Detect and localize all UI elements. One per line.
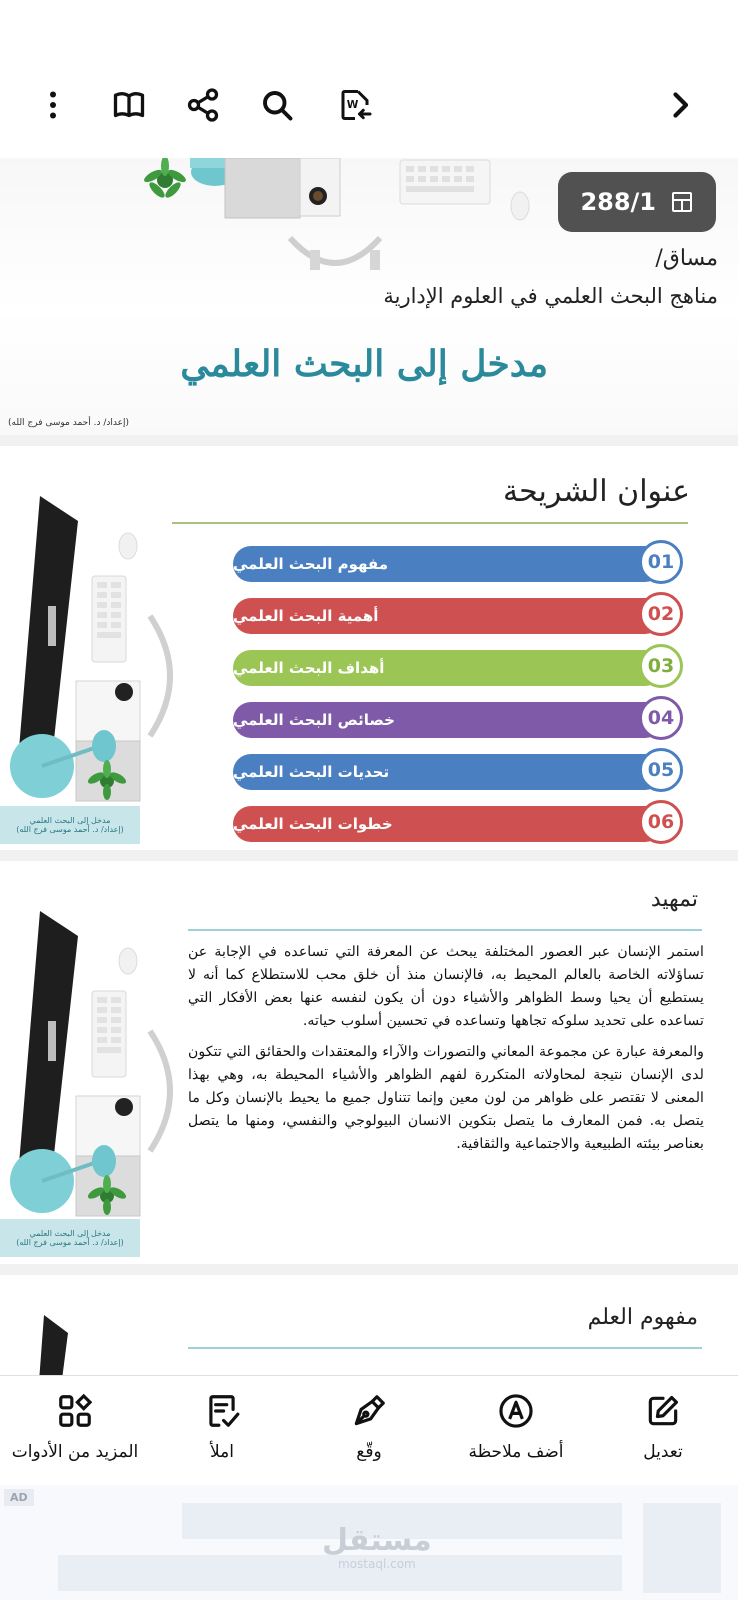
share-button[interactable] xyxy=(178,80,228,130)
agenda-number: 02 xyxy=(639,592,683,636)
slide-1-title: مدخل إلى البحث العلمي xyxy=(180,343,548,385)
document-viewer[interactable] xyxy=(0,158,738,1375)
fill-form-icon xyxy=(203,1392,241,1430)
more-options-button[interactable] xyxy=(28,80,78,130)
slide-4-divider xyxy=(188,1347,702,1349)
add-note-button[interactable] xyxy=(441,1392,591,1462)
sign-button[interactable] xyxy=(294,1392,444,1462)
ad-placeholder-block xyxy=(643,1503,721,1593)
slide-2-footer-line1: مدخل إلى البحث العلمي xyxy=(29,816,111,825)
edit-label: تعديل xyxy=(643,1442,683,1462)
agenda-number: 04 xyxy=(639,696,683,740)
slide-2-footer-line2: (إعداد/ د. أحمد موسى فرج الله) xyxy=(16,825,124,834)
search-icon xyxy=(259,87,295,123)
agenda-pill xyxy=(233,650,663,686)
sign-label: وقّع xyxy=(356,1442,382,1462)
slide-1-subtitle-line2: مناهج البحث العلمي في العلوم الإدارية xyxy=(383,284,718,308)
agenda-label: أهمية البحث العلمي xyxy=(233,607,379,625)
top-toolbar xyxy=(0,0,738,159)
agenda-pill xyxy=(233,754,663,790)
more-tools-label: المزيد من الأدوات xyxy=(11,1442,139,1462)
monitor-illustration xyxy=(30,1315,80,1375)
slide-4-title: مفهوم العلم xyxy=(587,1305,698,1330)
apps-icon xyxy=(56,1392,94,1430)
agenda-item[interactable] xyxy=(233,546,683,582)
slide-1-author: (إعداد/ د. أحمد موسى فرج الله) xyxy=(8,418,129,428)
agenda-item[interactable] xyxy=(233,702,683,738)
add-note-icon xyxy=(497,1392,535,1430)
layout-icon xyxy=(670,190,694,214)
agenda-label: أهداف البحث العلمي xyxy=(233,659,385,677)
add-note-label: أضف ملاحظة xyxy=(468,1442,564,1462)
agenda-label: خصائص البحث العلمي xyxy=(233,711,395,729)
slide-3-title: تمهيد xyxy=(650,887,698,912)
agenda-pill xyxy=(233,598,663,634)
next-button[interactable] xyxy=(655,80,705,130)
slide-4 xyxy=(0,1275,738,1375)
agenda-item[interactable] xyxy=(233,650,683,686)
svg-text:W: W xyxy=(346,99,359,111)
agenda-item[interactable] xyxy=(233,754,683,790)
more-tools-button[interactable] xyxy=(0,1392,150,1462)
convert-word-icon xyxy=(337,87,373,123)
agenda-label: تحديات البحث العلمي xyxy=(233,763,390,781)
more-vert-icon xyxy=(35,87,71,123)
slide-3 xyxy=(0,861,738,1264)
agenda-item[interactable] xyxy=(233,598,683,634)
search-button[interactable] xyxy=(252,80,302,130)
slide-3-footer xyxy=(0,1219,140,1257)
share-icon xyxy=(185,87,221,123)
fill-button[interactable] xyxy=(147,1392,297,1462)
slide-3-footer-line2: (إعداد/ د. أحمد موسى فرج الله) xyxy=(16,1238,124,1247)
slide-2 xyxy=(0,446,738,850)
slide-3-body xyxy=(188,941,704,1164)
slide-1-subtitle-line1: مساق/ xyxy=(655,246,718,271)
slide-3-divider xyxy=(188,929,702,931)
slide-3-footer-line1: مدخل إلى البحث العلمي xyxy=(29,1229,111,1238)
convert-to-word-button[interactable] xyxy=(330,80,380,130)
agenda-number: 01 xyxy=(639,540,683,584)
fill-label: املأ xyxy=(210,1442,234,1462)
desk-side-illustration xyxy=(0,891,190,1221)
agenda-item[interactable] xyxy=(233,806,683,842)
ad-banner[interactable] xyxy=(0,1485,738,1600)
page-counter[interactable] xyxy=(558,172,716,232)
chevron-right-icon xyxy=(662,87,698,123)
slide-3-paragraph-1: استمر الإنسان عبر العصور المختلفة يبحث عن المعرفة التي تساعده في الإجابة عن تساؤلاته الخاصة بالعالم المحيط به، فالإنسان منذ أن خلق محب للاستطلاع كما أنه لا يستطيع أن يحيا وسط الظواهر والأشياء دون أن يكون لنفسه عنها بعض الأفكار التي تساعده على تحديد سلوكه تجاهها وتساعده في تحسين أسلوب حياته. xyxy=(188,944,704,1029)
edit-button[interactable] xyxy=(588,1392,738,1462)
desk-illustration xyxy=(130,158,550,288)
agenda-pill xyxy=(233,546,663,582)
agenda-pill xyxy=(233,806,663,842)
sign-pen-icon xyxy=(350,1392,388,1430)
reading-mode-button[interactable] xyxy=(104,80,154,130)
ad-logo xyxy=(322,1525,432,1571)
agenda-pill xyxy=(233,702,663,738)
ad-logo-text: مستقل xyxy=(322,1523,432,1558)
ad-tag: AD xyxy=(4,1489,34,1506)
book-icon xyxy=(111,87,147,123)
edit-icon xyxy=(644,1392,682,1430)
agenda-number: 06 xyxy=(639,800,683,844)
ad-logo-domain: mostaql.com xyxy=(337,1557,416,1571)
agenda-label: مفهوم البحث العلمي xyxy=(233,555,389,573)
bottom-toolbar xyxy=(0,1375,738,1486)
slide-2-title: عنوان الشريحة xyxy=(503,474,690,509)
agenda-label: خطوات البحث العلمي xyxy=(233,815,393,833)
slide-2-divider xyxy=(172,522,688,524)
slide-3-paragraph-2: والمعرفة عبارة عن مجموعة المعاني والتصورات والآراء والمعتقدات والحقائق التي تتكون لدى الإنسان نتيجة لمحاولاته المتكررة لفهم الظواهر والأشياء المحيطة به، وهي بهذا المعنى لا تقتصر على ظواهر من لون معين وإنما تتناول جميع ما يحيط بالإنسان وكل ما يتصل به. فمن المعارف ما يتصل بتكوين الانسان البيولوجي والنفسي، ومنها ما يتصل بعناصر بيئته الطبيعية والاجتماعية والثقافية. xyxy=(188,1044,704,1152)
slide-2-footer xyxy=(0,806,140,844)
page-counter-text: 288/1 xyxy=(580,188,656,216)
desk-side-illustration xyxy=(0,476,190,806)
agenda-number: 03 xyxy=(639,644,683,688)
agenda-number: 05 xyxy=(639,748,683,792)
